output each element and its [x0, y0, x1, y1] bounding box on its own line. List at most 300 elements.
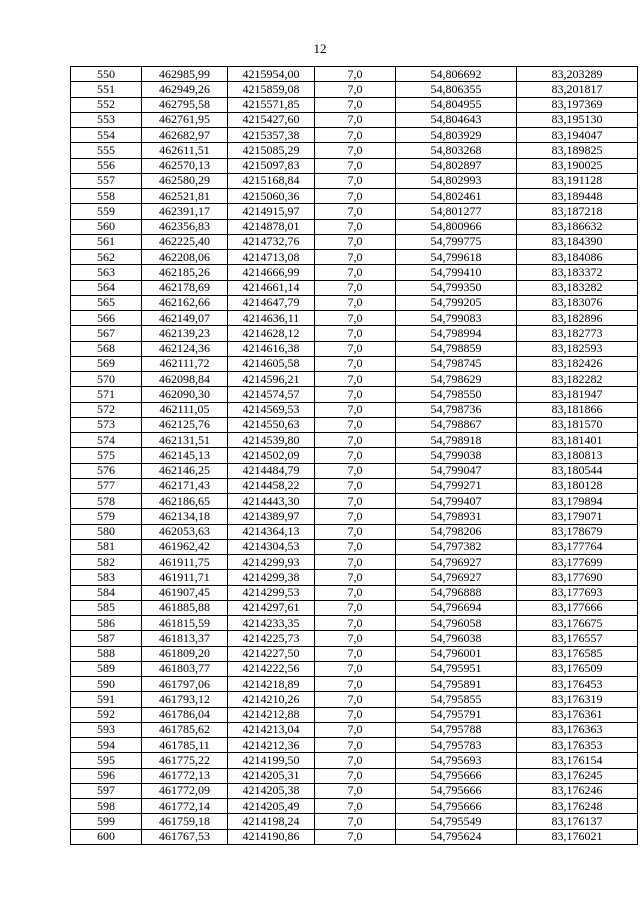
latitude-cell: 54,798859	[396, 341, 517, 356]
latitude-cell: 54,806692	[396, 67, 517, 82]
longitude-cell: 83,177693	[517, 585, 638, 600]
table-row	[71, 356, 638, 371]
table-row	[71, 341, 638, 356]
longitude-cell: 83,176675	[517, 616, 638, 631]
table-row	[71, 509, 638, 524]
x-coordinate-cell: 462682,97	[142, 128, 228, 143]
y-coordinate-cell: 4214205,31	[228, 768, 315, 783]
y-coordinate-cell: 4214878,01	[228, 219, 315, 234]
point-number-cell: 575	[71, 448, 142, 463]
x-coordinate-cell: 461885,88	[142, 600, 228, 615]
point-number-cell: 583	[71, 570, 142, 585]
width-cell: 7,0	[315, 82, 396, 97]
y-coordinate-cell: 4214628,12	[228, 326, 315, 341]
y-coordinate-cell: 4214210,26	[228, 692, 315, 707]
width-cell: 7,0	[315, 280, 396, 295]
y-coordinate-cell: 4215168,84	[228, 173, 315, 188]
x-coordinate-cell: 462949,26	[142, 82, 228, 97]
longitude-cell: 83,176245	[517, 768, 638, 783]
width-cell: 7,0	[315, 356, 396, 371]
width-cell: 7,0	[315, 631, 396, 646]
width-cell: 7,0	[315, 646, 396, 661]
latitude-cell: 54,798736	[396, 402, 517, 417]
x-coordinate-cell: 461785,62	[142, 722, 228, 737]
point-number-cell: 597	[71, 783, 142, 798]
table-row	[71, 265, 638, 280]
y-coordinate-cell: 4214443,30	[228, 494, 315, 509]
point-number-cell: 578	[71, 494, 142, 509]
page-number: 12	[313, 41, 327, 56]
y-coordinate-cell: 4214304,53	[228, 539, 315, 554]
y-coordinate-cell: 4214297,61	[228, 600, 315, 615]
latitude-cell: 54,796927	[396, 555, 517, 570]
latitude-cell: 54,795788	[396, 722, 517, 737]
point-number-cell: 572	[71, 402, 142, 417]
x-coordinate-cell: 461775,22	[142, 753, 228, 768]
latitude-cell: 54,798867	[396, 417, 517, 432]
longitude-cell: 83,180813	[517, 448, 638, 463]
x-coordinate-cell: 462185,26	[142, 265, 228, 280]
x-coordinate-cell: 461759,18	[142, 814, 228, 829]
x-coordinate-cell: 461809,20	[142, 646, 228, 661]
longitude-cell: 83,191128	[517, 173, 638, 188]
longitude-cell: 83,176137	[517, 814, 638, 829]
point-number-cell: 576	[71, 463, 142, 478]
y-coordinate-cell: 4214218,89	[228, 677, 315, 692]
x-coordinate-cell: 462111,72	[142, 356, 228, 371]
longitude-cell: 83,176021	[517, 829, 638, 844]
y-coordinate-cell: 4214212,88	[228, 707, 315, 722]
latitude-cell: 54,795891	[396, 677, 517, 692]
table-row	[71, 738, 638, 753]
table-row	[71, 219, 638, 234]
x-coordinate-cell: 462611,51	[142, 143, 228, 158]
x-coordinate-cell: 461772,13	[142, 768, 228, 783]
table-row	[71, 67, 638, 82]
width-cell: 7,0	[315, 478, 396, 493]
point-number-cell: 586	[71, 616, 142, 631]
table-row	[71, 661, 638, 676]
y-coordinate-cell: 4214574,57	[228, 387, 315, 402]
y-coordinate-cell: 4214596,21	[228, 372, 315, 387]
width-cell: 7,0	[315, 707, 396, 722]
point-number-cell: 551	[71, 82, 142, 97]
width-cell: 7,0	[315, 326, 396, 341]
width-cell: 7,0	[315, 799, 396, 814]
x-coordinate-cell: 462125,76	[142, 417, 228, 432]
point-number-cell: 595	[71, 753, 142, 768]
table-row	[71, 433, 638, 448]
width-cell: 7,0	[315, 219, 396, 234]
x-coordinate-cell: 461785,11	[142, 738, 228, 753]
latitude-cell: 54,801277	[396, 204, 517, 219]
x-coordinate-cell: 462391,17	[142, 204, 228, 219]
table-row	[71, 280, 638, 295]
x-coordinate-cell: 462145,13	[142, 448, 228, 463]
latitude-cell: 54,798206	[396, 524, 517, 539]
y-coordinate-cell: 4214227,50	[228, 646, 315, 661]
y-coordinate-cell: 4215357,38	[228, 128, 315, 143]
latitude-cell: 54,803929	[396, 128, 517, 143]
table-row	[71, 616, 638, 631]
latitude-cell: 54,795791	[396, 707, 517, 722]
width-cell: 7,0	[315, 753, 396, 768]
table-row	[71, 494, 638, 509]
y-coordinate-cell: 4215085,29	[228, 143, 315, 158]
y-coordinate-cell: 4215097,83	[228, 158, 315, 173]
latitude-cell: 54,802461	[396, 189, 517, 204]
point-number-cell: 567	[71, 326, 142, 341]
table-row	[71, 753, 638, 768]
latitude-cell: 54,799410	[396, 265, 517, 280]
point-number-cell: 596	[71, 768, 142, 783]
x-coordinate-cell: 462761,95	[142, 112, 228, 127]
width-cell: 7,0	[315, 158, 396, 173]
point-number-cell: 600	[71, 829, 142, 844]
latitude-cell: 54,799350	[396, 280, 517, 295]
latitude-cell: 54,802993	[396, 173, 517, 188]
y-coordinate-cell: 4214647,79	[228, 295, 315, 310]
latitude-cell: 54,798629	[396, 372, 517, 387]
table-row	[71, 387, 638, 402]
width-cell: 7,0	[315, 463, 396, 478]
table-row	[71, 112, 638, 127]
point-number-cell: 579	[71, 509, 142, 524]
latitude-cell: 54,798918	[396, 433, 517, 448]
point-number-cell: 559	[71, 204, 142, 219]
width-cell: 7,0	[315, 433, 396, 448]
width-cell: 7,0	[315, 250, 396, 265]
x-coordinate-cell: 462580,29	[142, 173, 228, 188]
point-number-cell: 587	[71, 631, 142, 646]
latitude-cell: 54,798745	[396, 356, 517, 371]
x-coordinate-cell: 462131,51	[142, 433, 228, 448]
latitude-cell: 54,798994	[396, 326, 517, 341]
latitude-cell: 54,796038	[396, 631, 517, 646]
point-number-cell: 556	[71, 158, 142, 173]
x-coordinate-cell: 462985,99	[142, 67, 228, 82]
longitude-cell: 83,176248	[517, 799, 638, 814]
table-row	[71, 539, 638, 554]
width-cell: 7,0	[315, 67, 396, 82]
table-row	[71, 692, 638, 707]
point-number-cell: 598	[71, 799, 142, 814]
latitude-cell: 54,799047	[396, 463, 517, 478]
y-coordinate-cell: 4215571,85	[228, 97, 315, 112]
point-number-cell: 569	[71, 356, 142, 371]
x-coordinate-cell: 461767,53	[142, 829, 228, 844]
table-row	[71, 402, 638, 417]
latitude-cell: 54,795624	[396, 829, 517, 844]
longitude-cell: 83,183076	[517, 295, 638, 310]
point-number-cell: 593	[71, 722, 142, 737]
table-row	[71, 326, 638, 341]
longitude-cell: 83,178679	[517, 524, 638, 539]
longitude-cell: 83,176319	[517, 692, 638, 707]
point-number-cell: 557	[71, 173, 142, 188]
latitude-cell: 54,798931	[396, 509, 517, 524]
y-coordinate-cell: 4214915,97	[228, 204, 315, 219]
point-number-cell: 599	[71, 814, 142, 829]
latitude-cell: 54,799038	[396, 448, 517, 463]
longitude-cell: 83,179894	[517, 494, 638, 509]
y-coordinate-cell: 4214212,36	[228, 738, 315, 753]
latitude-cell: 54,806355	[396, 82, 517, 97]
width-cell: 7,0	[315, 616, 396, 631]
longitude-cell: 83,176453	[517, 677, 638, 692]
longitude-cell: 83,182773	[517, 326, 638, 341]
y-coordinate-cell: 4214299,38	[228, 570, 315, 585]
y-coordinate-cell: 4215859,08	[228, 82, 315, 97]
y-coordinate-cell: 4214550,63	[228, 417, 315, 432]
point-number-cell: 582	[71, 555, 142, 570]
x-coordinate-cell: 461803,77	[142, 661, 228, 676]
latitude-cell: 54,795855	[396, 692, 517, 707]
table-row	[71, 417, 638, 432]
table-row	[71, 250, 638, 265]
y-coordinate-cell: 4214225,73	[228, 631, 315, 646]
longitude-cell: 83,194047	[517, 128, 638, 143]
longitude-cell: 83,197369	[517, 97, 638, 112]
latitude-cell: 54,796888	[396, 585, 517, 600]
width-cell: 7,0	[315, 189, 396, 204]
point-number-cell: 561	[71, 234, 142, 249]
x-coordinate-cell: 461797,06	[142, 677, 228, 692]
point-number-cell: 574	[71, 433, 142, 448]
longitude-cell: 83,181570	[517, 417, 638, 432]
latitude-cell: 54,799083	[396, 311, 517, 326]
x-coordinate-cell: 461911,75	[142, 555, 228, 570]
x-coordinate-cell: 462570,13	[142, 158, 228, 173]
longitude-cell: 83,184086	[517, 250, 638, 265]
width-cell: 7,0	[315, 97, 396, 112]
y-coordinate-cell: 4215427,60	[228, 112, 315, 127]
x-coordinate-cell: 462098,84	[142, 372, 228, 387]
point-number-cell: 591	[71, 692, 142, 707]
width-cell: 7,0	[315, 585, 396, 600]
longitude-cell: 83,180544	[517, 463, 638, 478]
table-row	[71, 463, 638, 478]
point-number-cell: 580	[71, 524, 142, 539]
x-coordinate-cell: 462146,25	[142, 463, 228, 478]
longitude-cell: 83,177666	[517, 600, 638, 615]
table-row	[71, 128, 638, 143]
table-row	[71, 570, 638, 585]
x-coordinate-cell: 461813,37	[142, 631, 228, 646]
longitude-cell: 83,183282	[517, 280, 638, 295]
latitude-cell: 54,795666	[396, 768, 517, 783]
table-row	[71, 814, 638, 829]
y-coordinate-cell: 4215060,36	[228, 189, 315, 204]
width-cell: 7,0	[315, 661, 396, 676]
latitude-cell: 54,799618	[396, 250, 517, 265]
point-number-cell: 585	[71, 600, 142, 615]
longitude-cell: 83,176361	[517, 707, 638, 722]
longitude-cell: 83,177699	[517, 555, 638, 570]
point-number-cell: 550	[71, 67, 142, 82]
width-cell: 7,0	[315, 509, 396, 524]
width-cell: 7,0	[315, 570, 396, 585]
width-cell: 7,0	[315, 112, 396, 127]
latitude-cell: 54,802897	[396, 158, 517, 173]
point-number-cell: 581	[71, 539, 142, 554]
latitude-cell: 54,795666	[396, 783, 517, 798]
width-cell: 7,0	[315, 738, 396, 753]
longitude-cell: 83,177764	[517, 539, 638, 554]
table-row	[71, 646, 638, 661]
point-number-cell: 577	[71, 478, 142, 493]
point-number-cell: 560	[71, 219, 142, 234]
width-cell: 7,0	[315, 768, 396, 783]
table-row	[71, 204, 638, 219]
width-cell: 7,0	[315, 600, 396, 615]
longitude-cell: 83,176585	[517, 646, 638, 661]
table-row	[71, 783, 638, 798]
y-coordinate-cell: 4214190,86	[228, 829, 315, 844]
y-coordinate-cell: 4214539,80	[228, 433, 315, 448]
latitude-cell: 54,795783	[396, 738, 517, 753]
y-coordinate-cell: 4214205,49	[228, 799, 315, 814]
table-row	[71, 799, 638, 814]
point-number-cell: 592	[71, 707, 142, 722]
x-coordinate-cell: 461793,12	[142, 692, 228, 707]
y-coordinate-cell: 4214299,53	[228, 585, 315, 600]
table-row	[71, 585, 638, 600]
table-row	[71, 295, 638, 310]
point-number-cell: 573	[71, 417, 142, 432]
y-coordinate-cell: 4214502,09	[228, 448, 315, 463]
latitude-cell: 54,804643	[396, 112, 517, 127]
point-number-cell: 563	[71, 265, 142, 280]
latitude-cell: 54,799205	[396, 295, 517, 310]
y-coordinate-cell: 4214666,99	[228, 265, 315, 280]
longitude-cell: 83,189448	[517, 189, 638, 204]
longitude-cell: 83,181401	[517, 433, 638, 448]
longitude-cell: 83,190025	[517, 158, 638, 173]
x-coordinate-cell: 462053,63	[142, 524, 228, 539]
latitude-cell: 54,799775	[396, 234, 517, 249]
width-cell: 7,0	[315, 814, 396, 829]
table-row	[71, 189, 638, 204]
y-coordinate-cell: 4214222,56	[228, 661, 315, 676]
point-number-cell: 555	[71, 143, 142, 158]
y-coordinate-cell: 4214364,13	[228, 524, 315, 539]
point-number-cell: 554	[71, 128, 142, 143]
x-coordinate-cell: 462171,43	[142, 478, 228, 493]
y-coordinate-cell: 4214616,38	[228, 341, 315, 356]
latitude-cell: 54,795693	[396, 753, 517, 768]
y-coordinate-cell: 4214233,35	[228, 616, 315, 631]
x-coordinate-cell: 461772,09	[142, 783, 228, 798]
longitude-cell: 83,201817	[517, 82, 638, 97]
width-cell: 7,0	[315, 494, 396, 509]
table-row	[71, 600, 638, 615]
point-number-cell: 553	[71, 112, 142, 127]
width-cell: 7,0	[315, 295, 396, 310]
width-cell: 7,0	[315, 829, 396, 844]
longitude-cell: 83,184390	[517, 234, 638, 249]
table-row	[71, 478, 638, 493]
latitude-cell: 54,804955	[396, 97, 517, 112]
y-coordinate-cell: 4214213,04	[228, 722, 315, 737]
point-number-cell: 588	[71, 646, 142, 661]
point-number-cell: 571	[71, 387, 142, 402]
longitude-cell: 83,177690	[517, 570, 638, 585]
y-coordinate-cell: 4214636,11	[228, 311, 315, 326]
x-coordinate-cell: 462090,30	[142, 387, 228, 402]
point-number-cell: 589	[71, 661, 142, 676]
table-row	[71, 722, 638, 737]
table-row	[71, 524, 638, 539]
latitude-cell: 54,796927	[396, 570, 517, 585]
width-cell: 7,0	[315, 539, 396, 554]
point-number-cell: 568	[71, 341, 142, 356]
longitude-cell: 83,180128	[517, 478, 638, 493]
width-cell: 7,0	[315, 387, 396, 402]
y-coordinate-cell: 4214484,79	[228, 463, 315, 478]
table-row	[71, 173, 638, 188]
width-cell: 7,0	[315, 417, 396, 432]
x-coordinate-cell: 461772,14	[142, 799, 228, 814]
latitude-cell: 54,795951	[396, 661, 517, 676]
latitude-cell: 54,796001	[396, 646, 517, 661]
x-coordinate-cell: 462795,58	[142, 97, 228, 112]
point-number-cell: 594	[71, 738, 142, 753]
longitude-cell: 83,181866	[517, 402, 638, 417]
latitude-cell: 54,795549	[396, 814, 517, 829]
table-row	[71, 143, 638, 158]
x-coordinate-cell: 462111,05	[142, 402, 228, 417]
point-number-cell: 565	[71, 295, 142, 310]
longitude-cell: 83,189825	[517, 143, 638, 158]
width-cell: 7,0	[315, 783, 396, 798]
x-coordinate-cell: 462521,81	[142, 189, 228, 204]
longitude-cell: 83,186632	[517, 219, 638, 234]
table-row	[71, 677, 638, 692]
table-row	[71, 372, 638, 387]
y-coordinate-cell: 4214713,08	[228, 250, 315, 265]
width-cell: 7,0	[315, 524, 396, 539]
x-coordinate-cell: 462149,07	[142, 311, 228, 326]
latitude-cell: 54,796694	[396, 600, 517, 615]
longitude-cell: 83,176509	[517, 661, 638, 676]
latitude-cell: 54,799407	[396, 494, 517, 509]
y-coordinate-cell: 4215954,00	[228, 67, 315, 82]
longitude-cell: 83,182593	[517, 341, 638, 356]
width-cell: 7,0	[315, 311, 396, 326]
longitude-cell: 83,176154	[517, 753, 638, 768]
x-coordinate-cell: 461962,42	[142, 539, 228, 554]
latitude-cell: 54,799271	[396, 478, 517, 493]
latitude-cell: 54,797382	[396, 539, 517, 554]
width-cell: 7,0	[315, 128, 396, 143]
point-number-cell: 570	[71, 372, 142, 387]
width-cell: 7,0	[315, 173, 396, 188]
x-coordinate-cell: 462356,83	[142, 219, 228, 234]
table-row	[71, 82, 638, 97]
point-number-cell: 584	[71, 585, 142, 600]
longitude-cell: 83,176353	[517, 738, 638, 753]
coordinates-table-body	[71, 67, 638, 845]
table-row	[71, 97, 638, 112]
x-coordinate-cell: 461786,04	[142, 707, 228, 722]
y-coordinate-cell: 4214605,58	[228, 356, 315, 371]
x-coordinate-cell: 462134,18	[142, 509, 228, 524]
longitude-cell: 83,203289	[517, 67, 638, 82]
table-row	[71, 158, 638, 173]
point-number-cell: 558	[71, 189, 142, 204]
y-coordinate-cell: 4214732,76	[228, 234, 315, 249]
